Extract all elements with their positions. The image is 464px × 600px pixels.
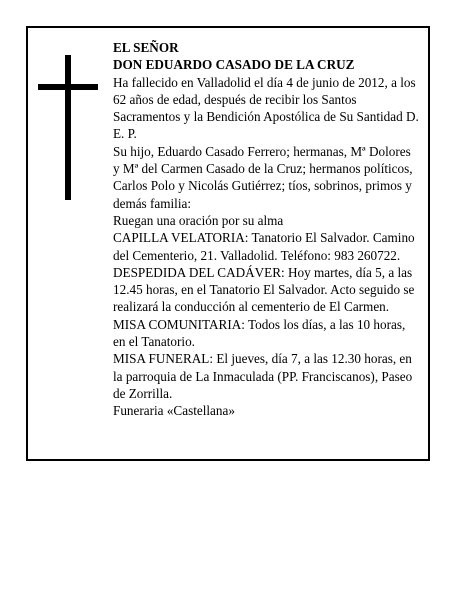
notice-title-line-2: DON EDUARDO CASADO DE LA CRUZ (113, 57, 355, 73)
notice-text (113, 39, 419, 420)
farewell-info: DESPEDIDA DEL CADÁVER: Hoy martes, día 5, a las 12.45 horas, en el Tanatorio El Salvador. Acto seguido se realizará la conducción al cementerio de El Carmen. (113, 264, 415, 315)
community-mass-info: MISA COMUNITARIA: Todos los días, a las 10 horas, en el Tanatorio. (113, 316, 406, 350)
cross-vertical-bar (65, 55, 71, 200)
latin-cross-icon (38, 55, 98, 200)
notice-title-line-1: EL SEÑOR (113, 40, 179, 55)
cross-horizontal-bar (38, 84, 98, 90)
family-list: Su hijo, Eduardo Casado Ferrero; hermanas, Mª Dolores y Mª del Carmen Casado de la Cruz; hermanos políticos, Carlos Polo y Nicolás Gutiérrez; tíos, sobrinos, primos y demás familia: (113, 143, 413, 211)
death-announcement: Ha fallecido en Valladolid el día 4 de junio de 2012, a los 62 años de edad, después de recibir los Santos Sacramentos y la Bendición Apostólica de Su Santidad D. E. P. (113, 74, 419, 142)
prayer-request: Ruegan una oración por su alma (113, 212, 284, 228)
funeral-home: Funeraria «Castellana» (113, 403, 235, 419)
funeral-mass-info: MISA FUNERAL: El jueves, día 7, a las 12.30 horas, en la parroquia de La Inmaculada (PP. Franciscanos), Paseo de Zorrilla. (113, 351, 413, 401)
wake-chapel-info: CAPILLA VELATORIA: Tanatorio El Salvador. Camino del Cementerio, 21. Valladolid. Teléfono: 983 260722. (113, 230, 415, 263)
